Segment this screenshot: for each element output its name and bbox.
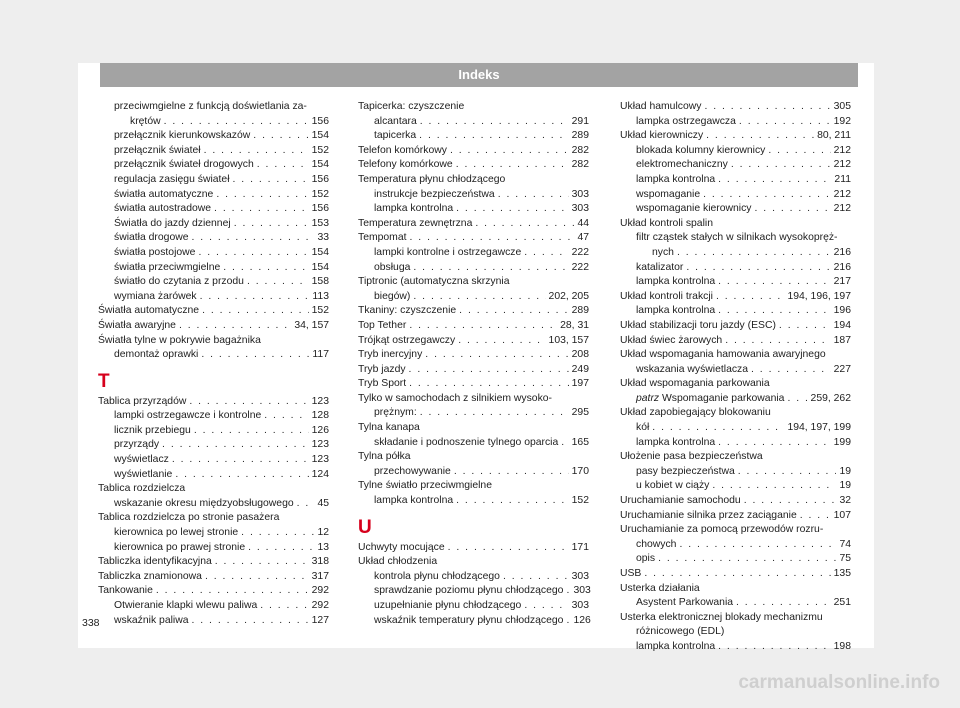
index-entry: wyświetlanie . . . 124 xyxy=(98,468,329,483)
page-header: Indeks xyxy=(100,63,858,87)
index-entry: opis . . . 75 xyxy=(620,552,851,567)
page-ref[interactable]: 212 xyxy=(833,144,851,156)
index-entry: lampka kontrolna . . . 152 xyxy=(358,494,589,509)
page-number: 338 xyxy=(82,617,100,629)
index-entry: Tkaniny: czyszczenie . . . 289 xyxy=(358,304,589,319)
index-column-2 xyxy=(358,100,589,628)
index-entry: Uruchamianie silnika przez zaciąganie . . . 107 xyxy=(620,509,851,524)
index-entry: chowych . . . 74 xyxy=(620,538,851,553)
index-entry: kontrola płynu chłodzącego . . . 303 xyxy=(358,570,589,585)
index-entry: USB . . . 135 xyxy=(620,567,851,582)
index-entry: wyświetlacz . . . 123 xyxy=(98,453,329,468)
page-ref[interactable]: 303 xyxy=(571,203,589,215)
index-entry: lampka kontrolna . . . 303 xyxy=(358,202,589,217)
page-ref[interactable]: 216 xyxy=(833,261,851,273)
index-entry: krętów . . . 156 xyxy=(98,115,329,130)
page-ref[interactable]: 289 xyxy=(571,305,589,317)
page-ref[interactable]: 107 xyxy=(833,509,851,521)
index-heading: Układ wspomagania hamowania awaryjnego xyxy=(620,349,826,361)
index-entry: uzupełnianie płynu chłodzącego . . . 303 xyxy=(358,599,589,614)
page-ref[interactable]: 318 xyxy=(311,556,329,568)
index-entry: Układ kierowniczy . . . 80, 211 xyxy=(620,129,851,144)
page-ref[interactable]: 216 xyxy=(833,246,851,258)
index-heading: Ułożenie pasa bezpieczeństwa xyxy=(620,451,763,463)
index-entry: Top Tether . . . 28, 31 xyxy=(358,319,589,334)
index-entry: regulacja zasięgu świateł . . . 156 xyxy=(98,173,329,188)
page-ref[interactable]: 154 xyxy=(311,261,329,273)
index-entry: przechowywanie . . . 170 xyxy=(358,465,589,480)
page-ref[interactable]: 303 xyxy=(573,585,591,597)
page-ref[interactable]: 292 xyxy=(311,600,329,611)
index-entry: Układ stabilizacji toru jazdy (ESC) . . . 194 xyxy=(620,319,851,334)
index-entry: Światła automatyczne . . . 152 xyxy=(98,304,329,319)
page-ref[interactable]: 44 xyxy=(577,217,589,229)
page-ref[interactable]: 33 xyxy=(317,232,329,244)
index-entry: Układ świec żarowych . . . 187 xyxy=(620,334,851,349)
index-entry: światło do czytania z przodu . . . 158 xyxy=(98,275,329,290)
index-entry: Tryb jazdy . . . 249 xyxy=(358,363,589,378)
page-ref[interactable]: 198 xyxy=(833,640,851,652)
page-ref[interactable]: 135 xyxy=(833,568,851,579)
page-ref[interactable]: 249 xyxy=(571,363,589,375)
page-ref[interactable]: 303 xyxy=(571,600,589,611)
page-ref[interactable]: 153 xyxy=(311,217,329,229)
index-entry: demontaż oprawki . . . 117 xyxy=(98,348,329,363)
section-letter-u: U xyxy=(358,516,372,538)
index-entry: kierownica po prawej stronie . . . 13 xyxy=(98,541,329,556)
page-ref[interactable]: 305 xyxy=(833,101,851,112)
page-ref[interactable]: 171 xyxy=(571,541,589,553)
page-ref[interactable]: 317 xyxy=(311,570,329,582)
index-entry: wspomaganie . . . 212 xyxy=(620,188,851,203)
index-entry: Uruchamianie samochodu . . . 32 xyxy=(620,494,851,509)
page-ref[interactable]: 259, 262 xyxy=(810,392,851,404)
page-ref[interactable]: 75 xyxy=(839,553,851,565)
index-entry: składanie i podnoszenie tylnego oparcia . . . 165 xyxy=(358,436,589,451)
index-entry: Światła do jazdy dziennej . . . 153 xyxy=(98,217,329,232)
index-entry: lampka ostrzegawcza . . . 192 xyxy=(620,115,851,130)
index-entry: światła automatyczne . . . 152 xyxy=(98,188,329,203)
index-column-1 xyxy=(98,100,329,628)
page-ref[interactable]: 32 xyxy=(839,495,851,507)
page-ref[interactable]: 152 xyxy=(311,305,329,317)
page-ref[interactable]: 117 xyxy=(312,349,329,361)
page-ref[interactable]: 126 xyxy=(573,614,591,626)
page-ref[interactable]: 303 xyxy=(571,570,589,582)
index-entry: sprawdzanie poziomu płynu chłodzącego . . . 303 xyxy=(358,584,589,599)
page-ref[interactable]: 282 xyxy=(571,159,589,171)
index-entry: Tryb Sport . . . 197 xyxy=(358,377,589,392)
index-entry: lampka kontrolna . . . 217 xyxy=(620,275,851,290)
page-ref[interactable]: 156 xyxy=(311,173,329,185)
index-page xyxy=(78,63,874,652)
page-ref[interactable]: 152 xyxy=(311,144,329,156)
page-ref[interactable]: 152 xyxy=(571,495,589,507)
page-ref[interactable]: 103, 157 xyxy=(548,334,589,346)
page-ref[interactable]: 212 xyxy=(833,188,851,200)
index-entry: Tabliczka identyfikacyjna . . . 318 xyxy=(98,555,329,570)
page-ref[interactable]: 80, 211 xyxy=(817,130,851,142)
index-entry: Tryb inercyjny . . . 208 xyxy=(358,348,589,363)
page-ref[interactable]: 222 xyxy=(571,246,589,258)
index-entry: przełącznik świateł . . . 152 xyxy=(98,144,329,159)
page-ref[interactable]: 170 xyxy=(571,465,589,477)
index-entry: kół . . . 194, 197, 199 xyxy=(620,421,851,436)
index-entry: katalizator . . . 216 xyxy=(620,261,851,276)
page-ref[interactable]: 34, 157 xyxy=(294,319,329,331)
index-heading: Usterka elektronicznej blokady mechanizmu xyxy=(620,611,823,623)
index-heading: Uruchamianie za pomocą przewodów rozru- xyxy=(620,524,824,536)
index-heading: filtr cząstek stałych w silnikach wysokopręż- xyxy=(636,232,838,244)
index-heading: Układ zapobiegający blokowaniu xyxy=(620,407,771,419)
page-ref[interactable]: 211 xyxy=(834,173,851,185)
index-entry: tapicerka . . . 289 xyxy=(358,129,589,144)
page-ref[interactable]: 251 xyxy=(833,597,851,609)
page-ref[interactable]: 222 xyxy=(571,261,589,273)
page-ref[interactable]: 165 xyxy=(571,436,589,448)
index-heading: Tylna półka xyxy=(358,451,411,463)
index-entry: nych . . . 216 xyxy=(620,246,851,261)
page-ref[interactable]: 199 xyxy=(833,436,851,448)
page-ref[interactable]: 212 xyxy=(833,159,851,171)
index-entry: lampka kontrolna . . . 199 xyxy=(620,436,851,451)
page-ref[interactable]: 154 xyxy=(311,130,329,142)
index-heading: Tablica rozdzielcza po stronie pasażera xyxy=(98,512,280,524)
index-entry: blokada kolumny kierownicy . . . 212 xyxy=(620,144,851,159)
index-entry: Układ hamulcowy . . . 305 xyxy=(620,100,851,115)
index-heading: Tylko w samochodach z silnikiem wysoko- xyxy=(358,392,553,404)
index-entry: Asystent Parkowania . . . 251 xyxy=(620,596,851,611)
index-entry: Tankowanie . . . 292 xyxy=(98,584,329,599)
index-entry: licznik przebiegu . . . 126 xyxy=(98,424,329,439)
index-entry: Temperatura zewnętrzna . . . 44 xyxy=(358,217,589,232)
index-entry: przełącznik świateł drogowych . . . 154 xyxy=(98,158,329,173)
index-heading: Tiptronic (automatyczna skrzynia xyxy=(358,276,510,288)
page-ref[interactable]: 154 xyxy=(311,246,329,258)
page-ref[interactable]: 123 xyxy=(311,454,329,466)
index-entry xyxy=(620,392,851,407)
index-entry: u kobiet w ciąży . . . 19 xyxy=(620,479,851,494)
page-ref[interactable]: 74 xyxy=(839,538,851,550)
index-entry: wspomaganie kierownicy . . . 212 xyxy=(620,202,851,217)
index-entry: Otwieranie klapki wlewu paliwa . . . 292 xyxy=(98,599,329,614)
cross-reference[interactable]: Wspomaganie parkowania xyxy=(659,392,785,404)
index-entry: elektromechaniczny . . . 212 xyxy=(620,158,851,173)
page-ref[interactable]: 12 xyxy=(317,527,329,539)
index-entry: wskaźnik temperatury płynu chłodzącego . . . 126 xyxy=(358,614,589,629)
page-ref[interactable]: 303 xyxy=(571,188,589,200)
page-ref[interactable]: 208 xyxy=(571,349,589,361)
page-ref[interactable]: 227 xyxy=(833,363,851,375)
page-ref[interactable]: 217 xyxy=(833,276,851,288)
page-ref[interactable]: 123 xyxy=(311,395,329,407)
page-ref[interactable]: 194, 197, 199 xyxy=(787,422,851,434)
index-entry: instrukcje bezpieczeństwa . . . 303 xyxy=(358,188,589,203)
index-heading: Układ wspomagania parkowania xyxy=(620,378,770,390)
index-heading: Tablica rozdzielcza xyxy=(98,483,186,495)
index-entry: lampka kontrolna . . . 198 xyxy=(620,640,851,655)
index-heading: Układ chłodzenia xyxy=(358,556,438,568)
index-column-3 xyxy=(620,100,851,655)
index-entry: przeciwmgielne z funkcją doświetlania za- xyxy=(114,101,307,112)
index-entry: wskazanie okresu międzyobsługowego . . . 45 xyxy=(98,497,329,512)
index-entry: Światła awaryjne . . . 34, 157 xyxy=(98,319,329,334)
index-entry: prężnym: . . . 295 xyxy=(358,406,589,421)
index-entry: kierownica po lewej stronie . . . 12 xyxy=(98,526,329,541)
index-heading: Światła tylne w pokrywie bagażnika xyxy=(98,334,261,346)
index-entry: przełącznik kierunkowskazów . . . 154 xyxy=(98,129,329,144)
index-entry: biegów) . . . 202, 205 xyxy=(358,290,589,305)
page-ref[interactable]: 194 xyxy=(833,319,851,331)
index-entry: światła drogowe . . . 33 xyxy=(98,231,329,246)
index-entry: światła przeciwmgielne . . . 154 xyxy=(98,261,329,276)
index-entry: wskaźnik paliwa . . . 127 xyxy=(98,614,329,629)
section-letter-t: T xyxy=(98,370,110,392)
index-entry: lampki ostrzegawcze i kontrolne . . . 128 xyxy=(98,409,329,424)
index-heading: Układ kontroli spalin xyxy=(620,217,713,229)
page-ref[interactable]: 212 xyxy=(833,203,851,215)
page-ref[interactable]: 45 xyxy=(317,497,329,509)
page-ref[interactable]: 152 xyxy=(311,188,329,200)
index-entry: pasy bezpieczeństwa . . . 19 xyxy=(620,465,851,480)
index-entry: Tablica przyrządów . . . 123 xyxy=(98,395,329,410)
page-ref[interactable]: 123 xyxy=(311,439,329,451)
page-ref[interactable]: 154 xyxy=(311,159,329,171)
page-ref[interactable]: 289 xyxy=(571,130,589,142)
page-ref[interactable]: 126 xyxy=(311,424,329,436)
index-heading: Tylne światło przeciwmgielne xyxy=(358,480,492,492)
page-ref[interactable]: 156 xyxy=(311,115,329,127)
index-entry: alcantara . . . 291 xyxy=(358,115,589,130)
index-entry: światła postojowe . . . 154 xyxy=(98,246,329,261)
index-entry: światła autostradowe . . . 156 xyxy=(98,202,329,217)
page-ref[interactable]: 19 xyxy=(839,480,851,492)
page-ref[interactable]: 196 xyxy=(833,305,851,317)
page-ref[interactable]: 113 xyxy=(312,290,329,302)
page-ref[interactable]: 197 xyxy=(571,378,589,390)
index-heading: Usterka działania xyxy=(620,582,700,594)
page-ref[interactable]: 156 xyxy=(311,203,329,215)
page-ref[interactable]: 291 xyxy=(571,115,589,127)
page-ref[interactable]: 292 xyxy=(311,585,329,597)
index-entry: Układ kontroli trakcji . . . 194, 196, 197 xyxy=(620,290,851,305)
page-ref[interactable]: 19 xyxy=(839,465,851,477)
watermark: carmanualsonline.info xyxy=(738,672,940,693)
page-ref[interactable]: 124 xyxy=(311,468,329,480)
index-entry: Uchwyty mocujące . . . 171 xyxy=(358,541,589,556)
page-ref[interactable]: 13 xyxy=(317,541,329,553)
index-entry: Tabliczka znamionowa . . . 317 xyxy=(98,570,329,585)
index-entry: Tempomat . . . 47 xyxy=(358,231,589,246)
index-entry: Telefony komórkowe . . . 282 xyxy=(358,158,589,173)
index-heading: Tylna kanapa xyxy=(358,422,420,434)
page-ref[interactable]: 158 xyxy=(311,276,329,288)
index-entry: Telefon komórkowy . . . 282 xyxy=(358,144,589,159)
index-entry: obsługa . . . 222 xyxy=(358,261,589,276)
index-entry: wskazania wyświetlacza . . . 227 xyxy=(620,363,851,378)
index-heading: Tapicerka: czyszczenie xyxy=(358,101,465,112)
page-ref[interactable]: 28, 31 xyxy=(560,319,589,331)
page-ref[interactable]: 127 xyxy=(311,614,329,626)
index-entry: przyrządy . . . 123 xyxy=(98,438,329,453)
page-ref[interactable]: 192 xyxy=(833,115,851,127)
index-entry: lampka kontrolna . . . 196 xyxy=(620,304,851,319)
index-entry: Trójkąt ostrzegawczy . . . 103, 157 xyxy=(358,334,589,349)
page-ref[interactable]: 47 xyxy=(577,232,589,244)
index-entry: lampka kontrolna . . . 211 xyxy=(620,173,851,188)
see-also-label: patrz xyxy=(636,392,660,404)
page-ref[interactable]: 187 xyxy=(833,334,851,346)
index-entry: lampki kontrolne i ostrzegawcze . . . 222 xyxy=(358,246,589,261)
index-heading: różnicowego (EDL) xyxy=(636,626,725,638)
page-ref[interactable]: 295 xyxy=(571,407,589,419)
page-ref[interactable]: 282 xyxy=(571,144,589,156)
page-ref[interactable]: 128 xyxy=(311,410,329,422)
index-entry: wymiana żarówek . . . 113 xyxy=(98,290,329,305)
page-ref[interactable]: 194, 196, 197 xyxy=(787,290,851,302)
index-heading: Temperatura płynu chłodzącego xyxy=(358,173,506,185)
page-ref[interactable]: 202, 205 xyxy=(548,290,589,302)
